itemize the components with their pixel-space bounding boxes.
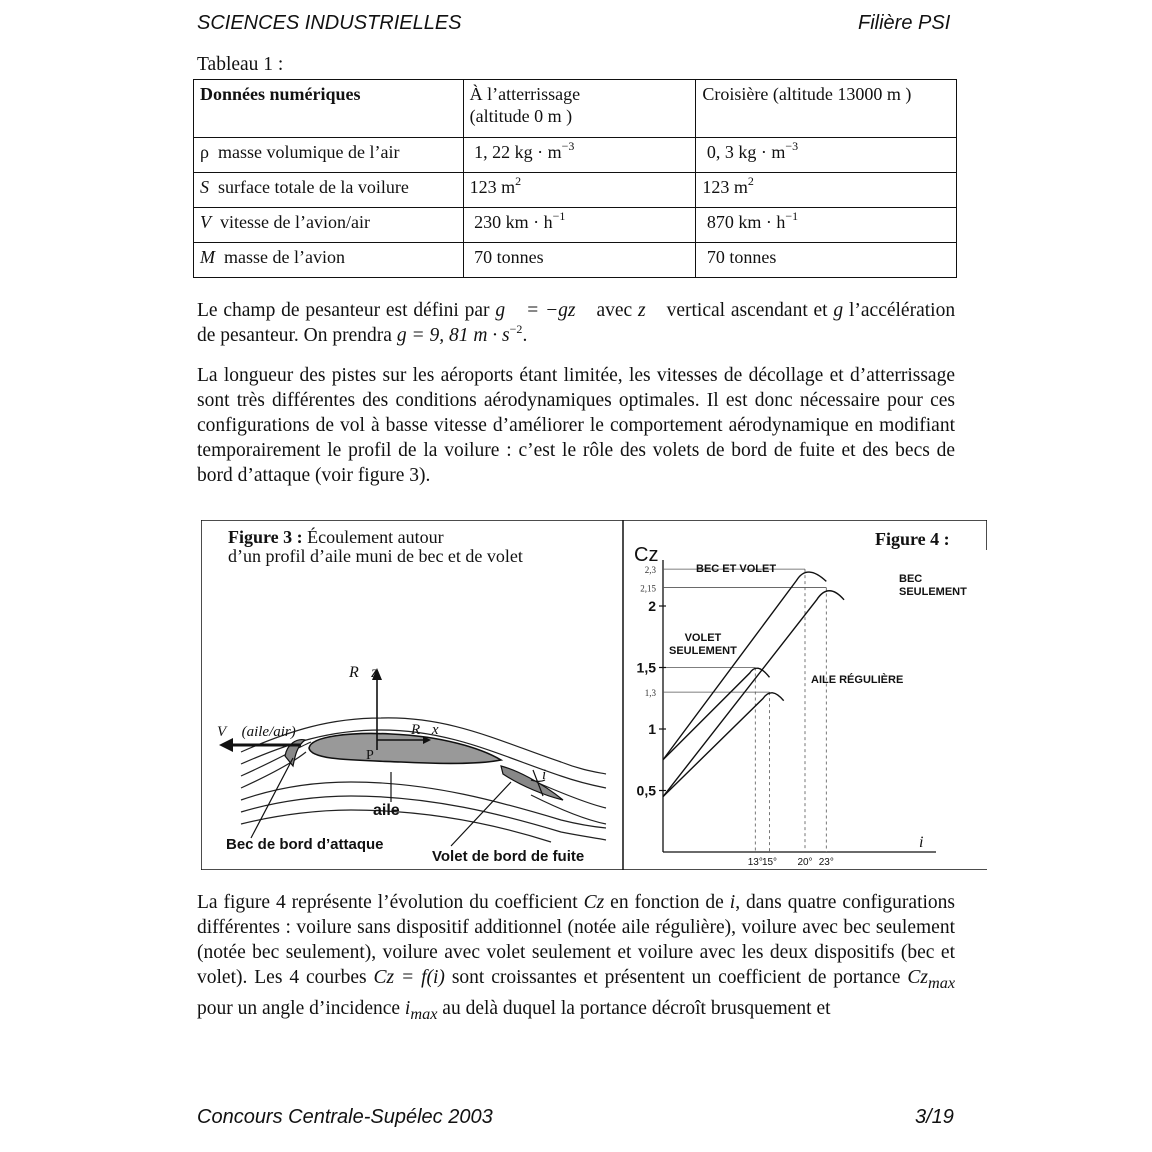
table-cell: 70 tonnes (463, 243, 696, 278)
label-rx: R⃗x (411, 722, 439, 738)
chart-ticks-group (637, 565, 834, 868)
page-header-right: Filière PSI (858, 12, 951, 34)
x-tick-label: 15° (761, 857, 778, 868)
table-header-row (194, 80, 957, 138)
x-tick-label: 23° (818, 857, 834, 868)
label-volet: Volet de bord de fuite (432, 848, 585, 865)
label-rz: R⃗z (349, 664, 378, 681)
y-tick-label: 1,5 (636, 659, 656, 676)
x-tick-label: 20° (797, 857, 813, 868)
y-annotation-label: 2,15 (640, 583, 656, 594)
chart-ylabel: Cz (634, 544, 659, 566)
series-label-bec-volet: BEC ET VOLET (696, 563, 777, 575)
table-cell: 123 $m^2$ (696, 173, 957, 208)
series-line (663, 693, 784, 797)
table-row (194, 208, 957, 243)
y-tick-label: 2 (648, 598, 656, 614)
table-cell: 0, 3 kg · $m^{-3}$ (696, 138, 957, 173)
figure4-title: Figure 4 : (875, 529, 950, 549)
table-cell: S surface totale de la voilure (194, 173, 464, 208)
table-cell: 870 km · $h^{-1}$ (696, 208, 957, 243)
table-cell: ρ masse volumique de l’air (194, 138, 464, 173)
table-header-cell: Croisière (altitude 13000 m ) (696, 80, 957, 138)
data-table (193, 79, 957, 278)
page-footer-left: Concours Centrale-Supélec 2003 (197, 1106, 493, 1128)
table-cell: 230 km · $h^{-1}$ (463, 208, 696, 243)
paragraph-gravity: Le champ de pesanteur est défini par g⃗ = −gz⃗ avec z⃗ vertical ascendant et g l’accélération de pesanteur. On prendra g = 9, 81 $m \cdot s^{-2}$. (197, 300, 956, 346)
table-header-cell: Données numériques (194, 80, 464, 138)
y-tick-label: 1 (648, 721, 656, 737)
table-row (194, 173, 957, 208)
chart-xlabel: i (919, 834, 924, 851)
y-tick-label: 0,5 (636, 782, 656, 799)
figures-panel (201, 520, 987, 870)
figures-svg (201, 520, 987, 870)
table-caption: Tableau 1 : (197, 54, 284, 75)
page-footer-right: 3/19 (915, 1106, 954, 1128)
series-label-bec-seulement: BEC SEULEMENT (899, 573, 967, 598)
series-label-aile-reguliere: AILE RÉGULIÈRE (811, 674, 904, 686)
table-cell: M masse de l’avion (194, 243, 464, 278)
label-v-aile-air: V⃗ (aile/air) (217, 724, 296, 740)
y-annotation-label: 1,3 (644, 688, 656, 699)
paragraph-figure4-description: La figure 4 représente l’évolution du coefficient Cz en fonction de i, dans quatre configurations différentes : voilure sans dispositif additionnel (notée aile régulière), voilure avec bec seulement (notée bec seulement), voilure avec volet seulement et voilure avec les deux dispositifs (bec et volet). Les 4 courbes Cz = f(i) sont croissantes et présentent un coefficient de portance $Cz_{max}$ pour un angle d’incidence $i_{max}$ au delà duquel la portance décroît brusquement et (197, 892, 956, 1023)
series-label-volet-seulement: VOLET SEULEMENT (669, 632, 737, 657)
page-header-left: SCIENCES INDUSTRIELLES (197, 12, 462, 34)
table-cell: 70 tonnes (696, 243, 957, 278)
chart-gridlines (663, 569, 826, 852)
figure3-caption: Figure 3 : Écoulement autour d’un profil d’aile muni de bec et de volet (228, 527, 523, 566)
x-tick-label: 13° (747, 857, 763, 868)
series-line (663, 591, 844, 797)
y-annotation-label: 2,3 (644, 565, 656, 576)
table-cell: 1, 22 kg · $m^{-3}$ (463, 138, 696, 173)
label-p: P (366, 748, 374, 763)
table-header-cell: À l’atterrissage (altitude 0 m ) (463, 80, 696, 138)
label-aile: aile (373, 802, 400, 819)
airfoil-diagram (231, 678, 606, 846)
series-line (663, 668, 770, 760)
series-line (663, 572, 826, 760)
paragraph-runways: La longueur des pistes sur les aéroports étant limitée, les vitesses de décollage et d’atterrissage sont très différentes des conditions aérodynamiques optimales. Il est donc nécessaire pour ces configurations de vol à basse vitesse d’améliorer le comportement aérodynamique en modifiant temporairement le profil de la voilure : c’est le rôle des volets de bord de fuite et des becs de bord d’attaque (voir figure 3). (197, 365, 955, 486)
label-i: i (542, 767, 547, 783)
label-bec: Bec de bord d’attaque (226, 836, 384, 853)
chart-axes (663, 560, 936, 852)
table-cell: V vitesse de l’avion/air (194, 208, 464, 243)
table-row (194, 138, 957, 173)
table-cell: 123 $m^2$ (463, 173, 696, 208)
table-row (194, 243, 957, 278)
